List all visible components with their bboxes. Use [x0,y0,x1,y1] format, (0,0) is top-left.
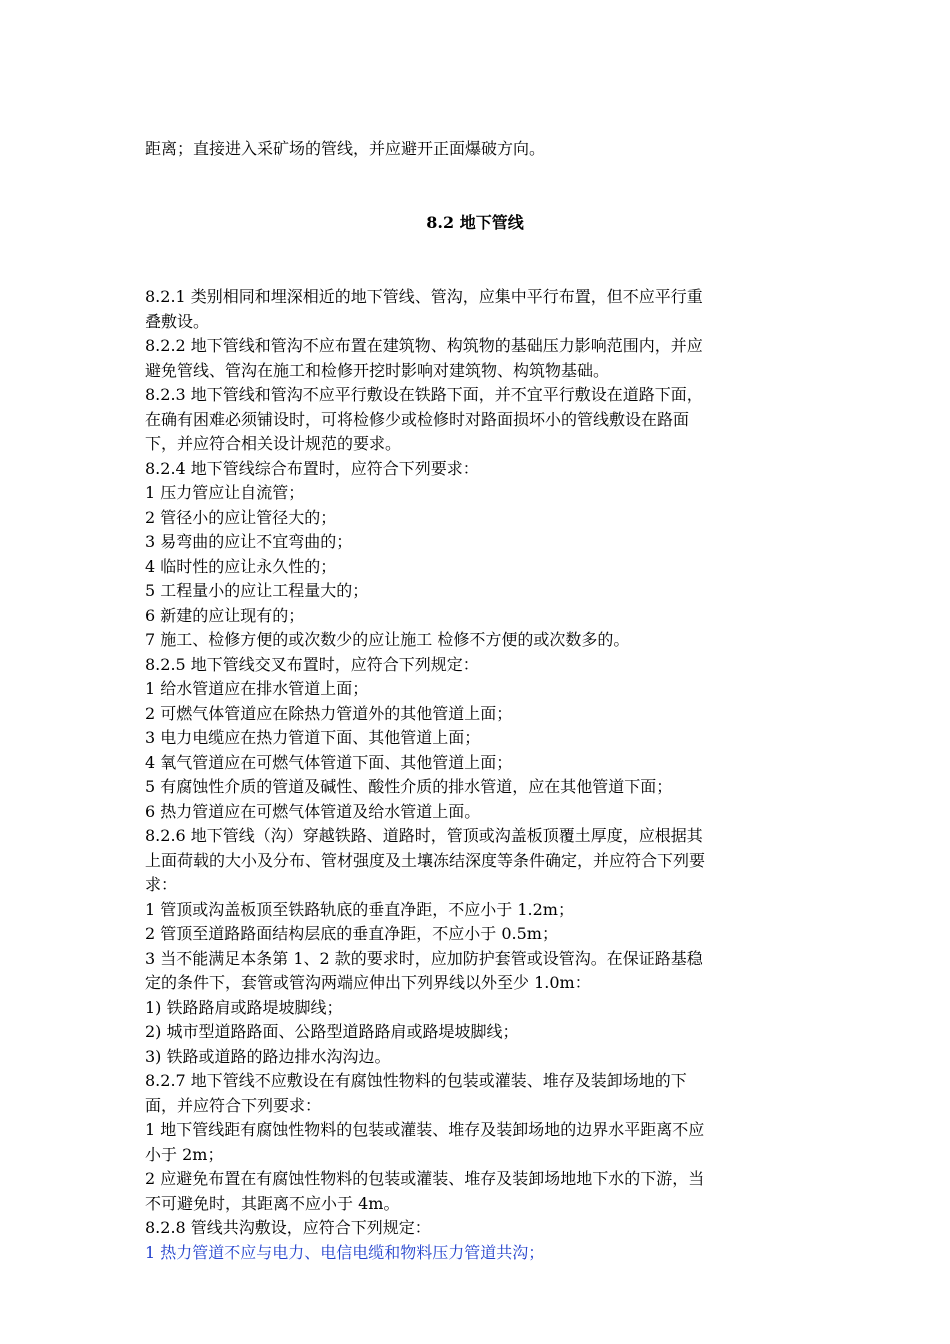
text-line: 1) 铁路路肩或路堤坡脚线； [145,997,343,1017]
text-line: 3 电力电缆应在热力管道下面、其他管道上面； [145,728,481,747]
text-line: 不可避免时，其距离不应小于 4m。 [145,1193,400,1213]
text-line: 求： [145,875,178,894]
text-line: 8.2.6 地下管线（沟）穿越铁路、道路时，管顶或沟盖板顶覆土厚度，应根据其 [145,826,703,845]
text-line: 面，并应符合下列要求： [145,1095,322,1115]
text-line: 1 压力管应让自流管； [145,483,305,502]
text-line: 1 管顶或沟盖板顶至铁路轨底的垂直净距，不应小于 1.2m； [145,899,574,919]
text-line: 避免管线、管沟在施工和检修开挖时影响对建筑物、构筑物基础。 [145,360,610,380]
text-line: 5 有腐蚀性介质的管道及碱性、酸性介质的排水管道，应在其他管道下面； [145,777,673,796]
text-line: 8.2.7 地下管线不应敷设在有腐蚀性物料的包装或灌装、堆存及装卸场地的下 [145,1071,687,1090]
text-line: 叠敷设。 [145,311,210,331]
text-line: 3 易弯曲的应让不宜弯曲的； [145,532,353,551]
text-line: 3) 铁路或道路的路边排水沟沟边。 [145,1046,391,1066]
text-line: 小于 2m； [145,1144,224,1164]
text-line: 2 应避免布置在有腐蚀性物料的包装或灌装、堆存及装卸场地地下水的下游，当 [145,1169,705,1188]
text-line: 2 可燃气体管道应在除热力管道外的其他管道上面； [145,703,513,723]
text-line: 2) 城市型道路路面、公路型道路路肩或路堤坡脚线； [145,1022,519,1041]
text-line: 8.2.8 管线共沟敷设，应符合下列规定： [145,1218,431,1237]
text-line: 8.2.1 类别相同和埋深相近的地下管线、管沟，应集中平行布置，但不应平行重 [145,287,703,306]
text-line: 8.2.3 地下管线和管沟不应平行敷设在铁路下面，并不宜平行敷设在道路下面， [145,385,703,404]
highlighted-text-line: 1 热力管道不应与电力、电信电缆和物料压力管道共沟； [145,1242,545,1262]
section-body [145,285,825,1265]
text-line: 6 热力管道应在可燃气体管道及给水管道上面。 [145,801,481,821]
text-line: 8.2.2 地下管线和管沟不应布置在建筑物、构筑物的基础压力影响范围内，并应 [145,336,703,355]
text-line: 4 临时性的应让永久性的； [145,556,337,576]
text-line: 下，并应符合相关设计规范的要求。 [145,434,402,453]
text-line: 8.2.5 地下管线交叉布置时，应符合下列规定： [145,654,479,674]
text-line: 在确有困难必须铺设时，可将检修少或检修时对路面损坏小的管线敷设在路面 [145,409,690,429]
intro-line: 距离；直接进入采矿场的管线，并应避开正面爆破方向。 [145,139,546,158]
text-line: 6 新建的应让现有的； [145,605,305,625]
text-line: 1 给水管道应在排水管道上面； [145,679,369,698]
text-line: 4 氧气管道应在可燃气体管道下面、其他管道上面； [145,752,513,772]
section-title: 8.2 地下管线 [426,213,524,232]
text-line: 2 管径小的应让管径大的； [145,507,337,527]
text-line: 定的条件下，套管或管沟两端应伸出下列界线以外至少 1.0m： [145,973,591,992]
text-line: 1 地下管线距有腐蚀性物料的包装或灌装、堆存及装卸场地的边界水平距离不应 [145,1120,705,1139]
text-line: 2 管顶至道路路面结构层底的垂直净距，不应小于 0.5m； [145,924,558,943]
text-line: 上面荷载的大小及分布、管材强度及土壤冻结深度等条件确定，并应符合下列要 [145,850,706,870]
text-line: 3 当不能满足本条第 1、2 款的要求时，应加防护套管或设管沟。在保证路基稳 [145,948,703,968]
text-line: 7 施工、检修方便的或次数少的应让施工 检修不方便的或次数多的。 [145,630,630,649]
text-line: 8.2.4 地下管线综合布置时，应符合下列要求： [145,458,479,478]
text-line: 5 工程量小的应让工程量大的； [145,581,369,600]
